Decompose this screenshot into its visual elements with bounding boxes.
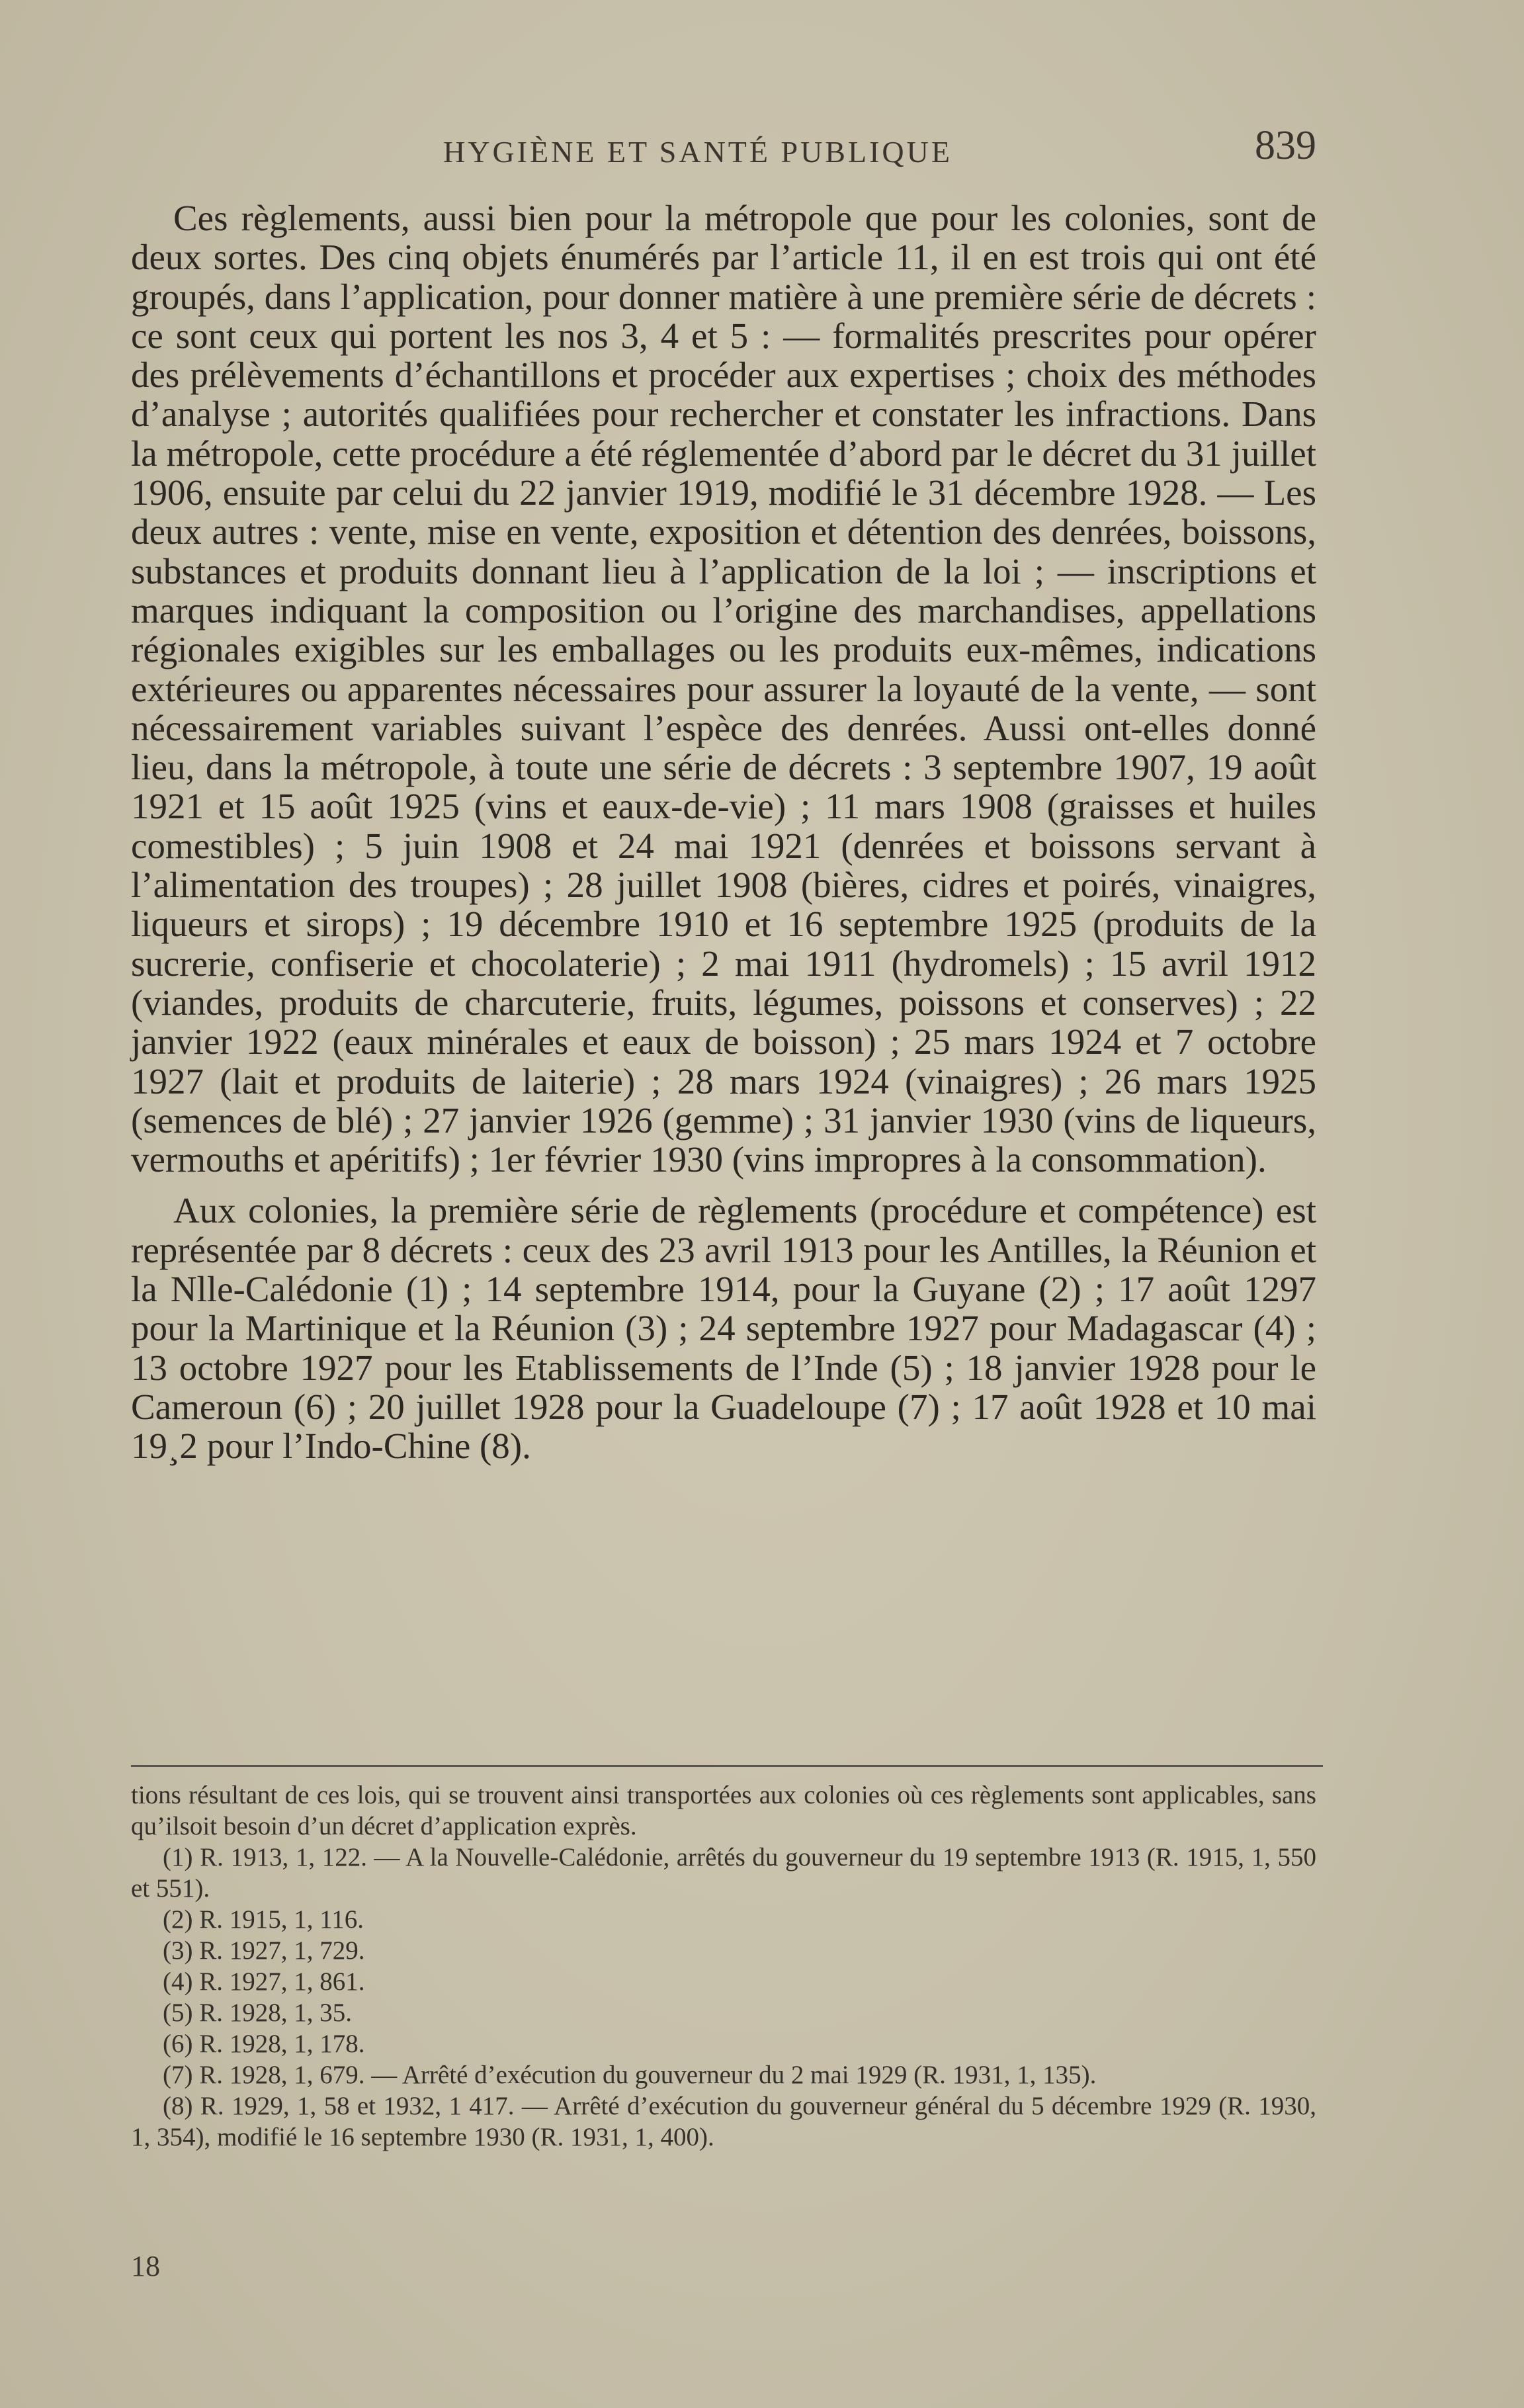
paragraph: Ces règlements, aussi bien pour la métropole que pour les colonies, sont de deux sortes. Des cinq objets énumérés par l’article 11, il en est trois qui ont été groupés, dans l’application, pour donner matière à une première série de décrets : ce sont ceux qui portent les nos 3, 4 et 5 : — formalités prescrites pour opérer des prélèvements d’échantillons et procéder aux expertises ; choix des méthodes d’analyse ; autorités qualifiées pour rechercher et constater les infractions. Dans la métropole, cette procédure a été réglementée d’abord par le décret du 31 juillet 1906, ensuite par celui du 22 janvier 1919, modifié le 31 décembre 1928. — Les deux autres : vente, mise en vente, exposition et détention des denrées, boissons, substances et produits donnant lieu à l’application de la loi ; — inscriptions et marques indiquant la composition ou l’origine des marchandises, appellations régionales exigibles sur les emballages ou les produits eux-mêmes, indications extérieures ou apparentes nécessaires pour assurer la loyauté de la vente, — sont nécessairement variables suivant l’espèce des denrées. Aussi ont-elles donné lieu, dans la métropole, à toute une série de décrets : 3 septembre 1907, 19 août 1921 et 15 août 1925 (vins et eaux-de-vie) ; 11 mars 1908 (graisses et huiles comestibles) ; 5 juin 1908 et 24 mai 1921 (denrées et boissons servant à l’alimentation des troupes) ; 28 juillet 1908 (bières, cidres et poirés, vinaigres, liqueurs et sirops) ; 19 décembre 1910 et 16 septembre 1925 (produits de la sucrerie, confiserie et chocolaterie) ; 2 mai 1911 (hydromels) ; 15 avril 1912 (viandes, produits de charcuterie, fruits, légumes, poissons et conserves) ; 22 janvier 1922 (eaux minérales et eaux de boisson) ; 25 mars 1924 et 7 octobre 1927 (lait et produits de laiterie) ; 28 mars 1924 (vinaigres) ; 26 mars 1925 (semences de blé) ; 27 janvier 1926 (gemme) ; 31 janvier 1930 (vins de liqueurs, vermouths et apéritifs) ; 1er février 1930 (vins impropres à la consommation). bbox=[131, 198, 1316, 1180]
footnote-continuation: tions résultant de ces lois, qui se trouvent ainsi transportées aux colonies où ces règlements sont applicables, sans qu’ilsoit besoin d’un décret d’application exprès. bbox=[131, 1781, 1316, 1840]
footnote: (1) R. 1913, 1, 122. — A la Nouvelle-Calédonie, arrêtés du gouverneur du 19 septembre 1913 (R. 1915, 1, 550 et 551). bbox=[131, 1843, 1316, 1903]
running-head bbox=[131, 122, 1323, 175]
footnote: (2) R. 1915, 1, 116. bbox=[163, 1905, 364, 1934]
footnote: (3) R. 1927, 1, 729. bbox=[163, 1936, 365, 1965]
footnote-rule bbox=[131, 1765, 1323, 1767]
paragraph: Aux colonies, la première série de règlements (procédure et compétence) est représentée par 8 décrets : ceux des 23 avril 1913 pour les Antilles, la Réunion et la Nlle-Calédonie (1) ; 14 septembre 1914, pour la Guyane (2) ; 17 août 1297 pour la Martinique et la Réunion (3) ; 24 septembre 1927 pour Madagascar (4) ; 13 octobre 1927 pour les Etablissements de l’Inde (5) ; 18 janvier 1928 pour le Cameroun (6) ; 20 juillet 1928 pour la Guadeloupe (7) ; 17 août 1928 et 10 mai 19¸2 pour l’Indo-Chine (8). bbox=[131, 1190, 1316, 1467]
running-title: HYGIÈNE ET SANTÉ PUBLIQUE bbox=[443, 135, 952, 169]
footnote: (7) R. 1928, 1, 679. — Arrêté d’exécution du gouverneur du 2 mai 1929 (R. 1931, 1, 135). bbox=[163, 2061, 1097, 2089]
page-number: 839 bbox=[1255, 123, 1316, 168]
footnote: (5) R. 1928, 1, 35. bbox=[163, 1999, 352, 2027]
footnote: (8) R. 1929, 1, 58 et 1932, 1 417. — Arrêté d’exécution du gouverneur général du 5 décembre 1929 (R. 1930, 1, 354), modifié le 16 septembre 1930 (R. 1931, 1, 400). bbox=[131, 2092, 1316, 2151]
signature-mark: 18 bbox=[131, 2250, 160, 2282]
footnote: (4) R. 1927, 1, 861. bbox=[163, 1967, 365, 1996]
footnotes bbox=[131, 1780, 1316, 2153]
footnote: (6) R. 1928, 1, 178. bbox=[163, 2030, 365, 2058]
body-text bbox=[131, 198, 1316, 1466]
